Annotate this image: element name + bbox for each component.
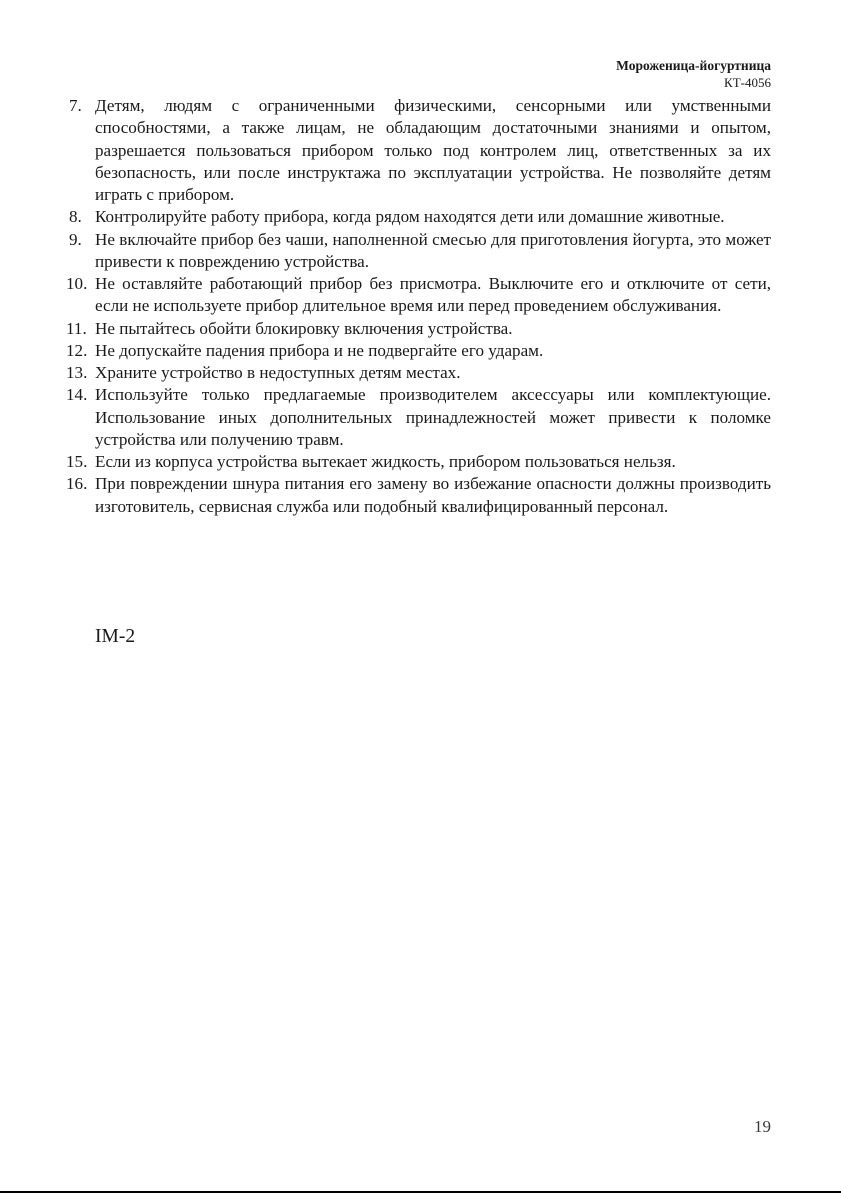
item-text: Детям, людям с ограниченными физическими, сенсорными или умственными способностями, а также лицам, не обладающим достаточными знаниями и опытом, разрешается пользоваться прибором только под контролем лиц, ответственных за их безопасность, или после инструктажа по эксплуатации устройства. Не позволяйте детям играть с прибором. xyxy=(95,96,771,204)
item-number: 8. xyxy=(69,207,82,227)
safety-instructions-list xyxy=(66,95,771,518)
item-text: Не допускайте падения прибора и не подвергайте его ударам. xyxy=(95,340,544,360)
document-code: IM-2 xyxy=(95,626,136,647)
item-number: 15. xyxy=(66,452,88,471)
page-number: 19 xyxy=(754,1117,771,1136)
list-item xyxy=(66,273,771,318)
item-number: 7. xyxy=(69,96,82,115)
item-text: Используйте только предлагаемые производителем аксессуары или комплектующие. Использование иных дополнительных принадлежностей может привести к поломке устройства или получению травм. xyxy=(95,385,771,449)
list-item xyxy=(66,384,771,451)
item-text: Контролируйте работу прибора, когда рядом находятся дети или домашние животные. xyxy=(95,207,725,227)
item-number: 9. xyxy=(69,229,82,249)
item-text: Не оставляйте работающий прибор без присмотра. Выключите его и отключите от сети, если не используете прибор длительное время или перед проведением обслуживания. xyxy=(95,274,771,316)
list-item xyxy=(66,95,771,206)
list-item xyxy=(66,340,771,362)
list-item xyxy=(66,451,771,473)
page-header xyxy=(616,57,771,91)
item-text: При повреждении шнура питания его замену во избежание опасности должны производить изготовитель, сервисная служба или подобный квалифицированный персонал. xyxy=(95,474,771,516)
item-number: 12. xyxy=(66,340,88,360)
list-item xyxy=(66,318,771,340)
product-title: Мороженица-йогуртница xyxy=(616,58,771,73)
item-text: Если из корпуса устройства вытекает жидкость, прибором пользоваться нельзя. xyxy=(95,452,676,471)
list-item xyxy=(66,206,771,228)
list-item xyxy=(66,473,771,518)
item-number: 11. xyxy=(66,318,87,338)
list-item xyxy=(66,229,771,274)
item-text: Храните устройство в недоступных детям местах. xyxy=(95,363,461,382)
item-number: 13. xyxy=(66,363,88,382)
item-text: Не пытайтесь обойти блокировку включения устройства. xyxy=(95,318,513,338)
item-number: 10. xyxy=(66,274,88,293)
product-model: КТ-4056 xyxy=(724,75,771,90)
list-item xyxy=(66,362,771,384)
item-text: Не включайте прибор без чаши, наполненной смесью для приготовления йогурта, это может привести к повреждению устройства. xyxy=(95,229,771,271)
item-number: 14. xyxy=(66,385,88,405)
item-number: 16. xyxy=(66,474,88,494)
